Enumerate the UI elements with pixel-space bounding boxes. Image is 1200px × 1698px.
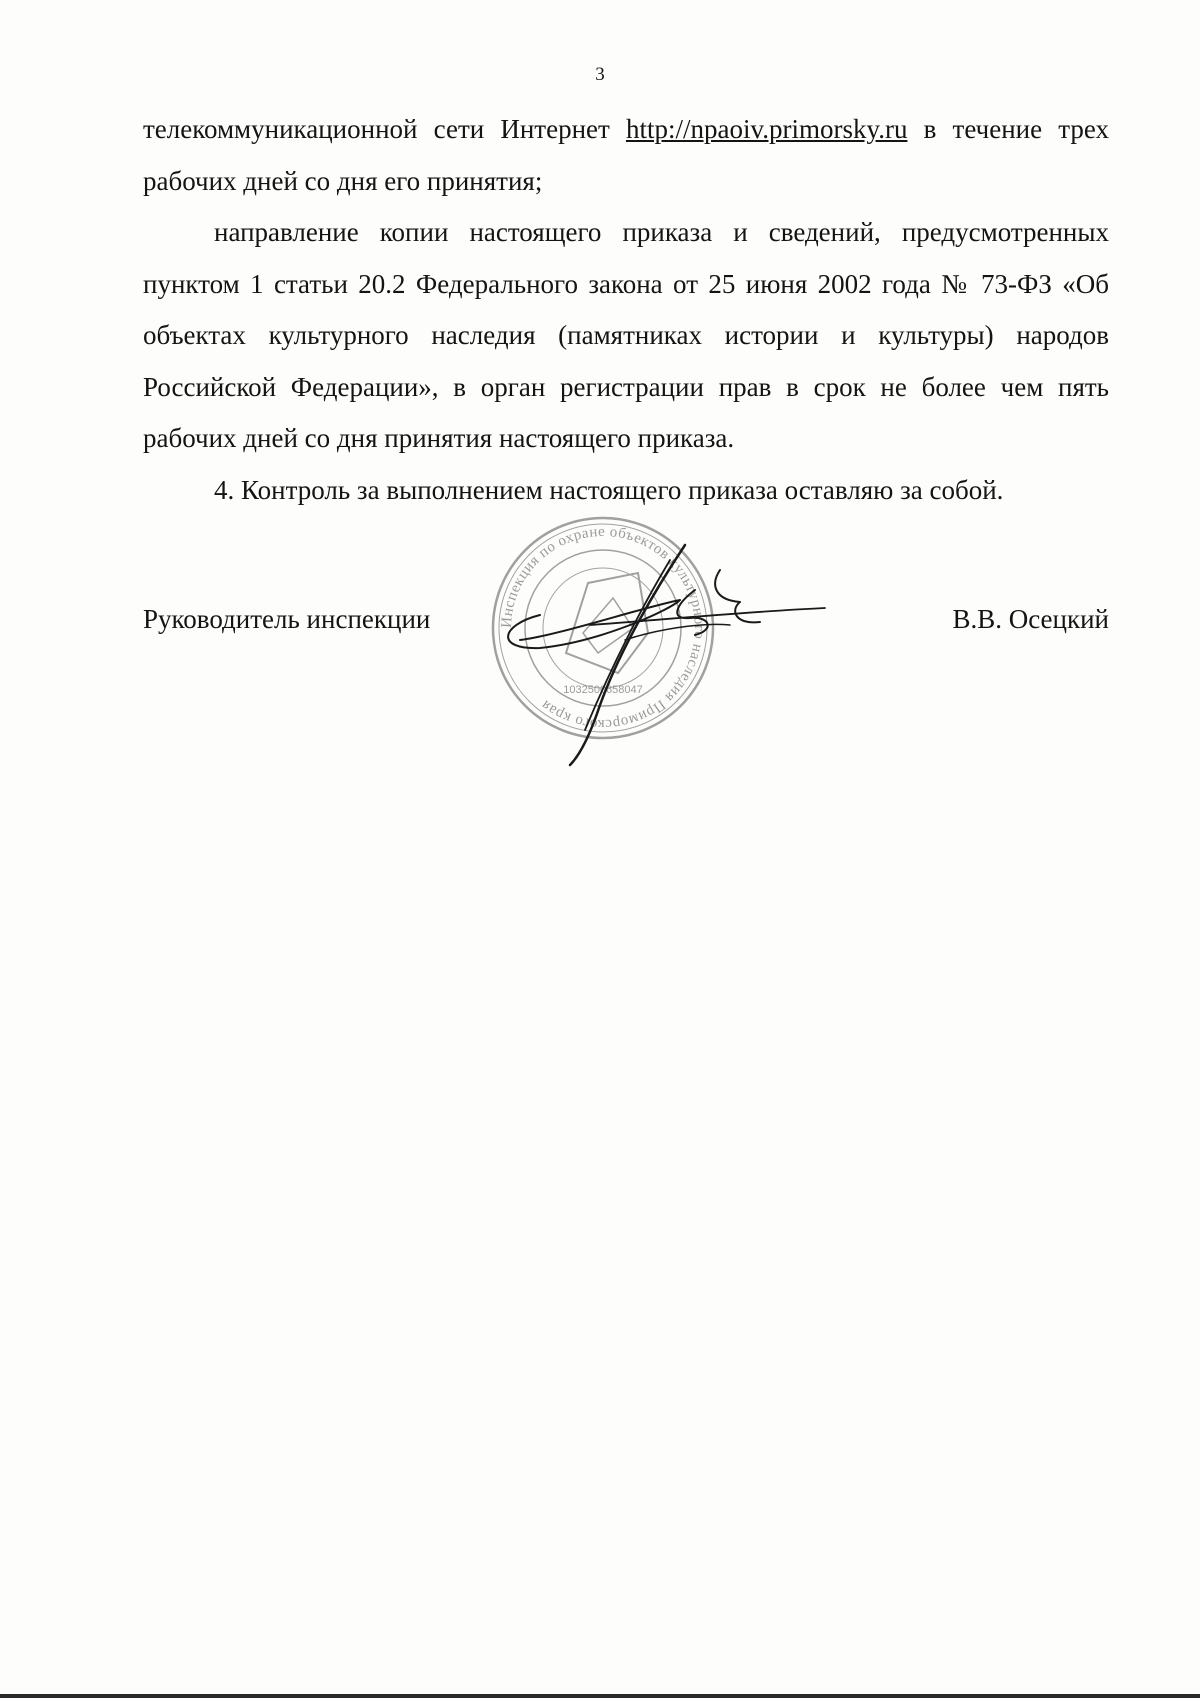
seal-number: 1032500658047 xyxy=(563,684,643,696)
paragraph-publication-start: телекоммуникационной сети Интернет xyxy=(143,114,626,144)
signature-block xyxy=(143,604,1109,644)
signer-name: В.В. Осецкий xyxy=(952,604,1109,634)
seal-outer-text: Инспекция по охране объектов культурного наследия Приморского края xyxy=(498,523,708,733)
page-number: 3 xyxy=(595,64,605,85)
signer-position: Руководитель инспекции xyxy=(143,604,431,634)
paragraph-registration: направление копии настоящего приказа и сведений, предусмотренных пунктом 1 статьи 20.2 Федерального закона от 25 июня 2002 года № 73-ФЗ «Об объектах культурного наследия (памятниках истории и культуры) народов Российской Федерации», в орган регистрации прав в срок не более чем пять рабочих дней со дня принятия настоящего приказа. xyxy=(143,217,1109,453)
paragraph-control: 4. Контроль за выполнением настоящего приказа оставляю за собой. xyxy=(214,474,1004,505)
page-bottom-edge xyxy=(0,1694,1200,1698)
paragraph-publication-end: в течение трех рабочих дней со дня его принятия; xyxy=(143,114,1109,196)
paragraph-publication xyxy=(143,104,1109,207)
document-body xyxy=(143,104,1109,516)
website-link[interactable]: http://npaoiv.primorsky.ru xyxy=(625,114,908,144)
handwritten-signature-icon xyxy=(480,530,840,770)
